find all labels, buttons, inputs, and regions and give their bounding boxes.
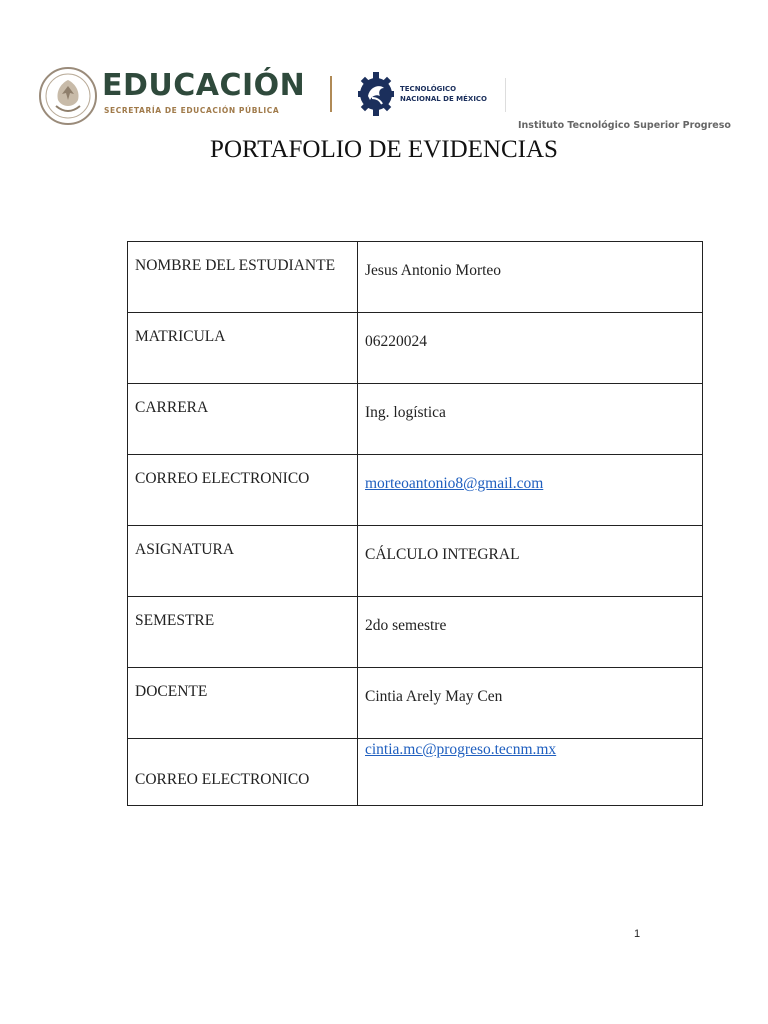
sep-logo-title: EDUCACIÓN bbox=[102, 68, 306, 103]
field-value-cell bbox=[358, 668, 703, 739]
table-row bbox=[128, 455, 703, 526]
field-value: CÁLCULO INTEGRAL bbox=[365, 546, 520, 563]
field-value-cell bbox=[358, 242, 703, 313]
field-label: CORREO ELECTRONICO bbox=[128, 455, 358, 526]
table-row bbox=[128, 384, 703, 455]
field-value-cell bbox=[358, 739, 703, 806]
table-row bbox=[128, 242, 703, 313]
field-label: CORREO ELECTRONICO bbox=[128, 739, 358, 806]
institute-name: Instituto Tecnológico Superior Progreso bbox=[518, 120, 731, 131]
table-row bbox=[128, 597, 703, 668]
field-value-cell bbox=[358, 384, 703, 455]
tecnm-line2: NACIONAL DE MÉXICO bbox=[400, 95, 488, 103]
field-value-cell bbox=[358, 526, 703, 597]
document-header bbox=[0, 0, 768, 140]
field-value-cell bbox=[358, 455, 703, 526]
field-label: MATRICULA bbox=[128, 313, 358, 384]
mexico-seal-icon bbox=[38, 66, 98, 126]
student-info-table bbox=[127, 241, 703, 806]
field-value: 2do semestre bbox=[365, 617, 447, 634]
tecnm-gear-logo-icon bbox=[356, 66, 396, 124]
field-label: NOMBRE DEL ESTUDIANTE bbox=[128, 242, 358, 313]
table-row bbox=[128, 739, 703, 806]
field-value: Jesus Antonio Morteo bbox=[365, 262, 502, 279]
tecnm-logo-text bbox=[400, 84, 487, 104]
field-label: CARRERA bbox=[128, 384, 358, 455]
logo-divider bbox=[330, 76, 332, 112]
email-link[interactable]: cintia.mc@progreso.tecnm.mx bbox=[365, 741, 557, 758]
field-label: SEMESTRE bbox=[128, 597, 358, 668]
header-rule bbox=[505, 78, 506, 112]
document-title: PORTAFOLIO DE EVIDENCIAS bbox=[210, 136, 558, 163]
tecnm-line1: TECNOLÓGICO bbox=[400, 85, 457, 93]
field-value: Cintia Arely May Cen bbox=[365, 688, 503, 705]
sep-logo-subtitle: SECRETARÍA DE EDUCACIÓN PÚBLICA bbox=[104, 106, 280, 115]
field-value: 06220024 bbox=[365, 333, 427, 350]
field-label: ASIGNATURA bbox=[128, 526, 358, 597]
field-label: DOCENTE bbox=[128, 668, 358, 739]
field-value-cell bbox=[358, 597, 703, 668]
field-value-cell bbox=[358, 313, 703, 384]
table-row bbox=[128, 668, 703, 739]
field-value: Ing. logística bbox=[365, 404, 446, 421]
table-row bbox=[128, 526, 703, 597]
table-row bbox=[128, 313, 703, 384]
page-number: 1 bbox=[634, 928, 641, 940]
email-link[interactable]: morteoantonio8@gmail.com bbox=[365, 475, 544, 492]
